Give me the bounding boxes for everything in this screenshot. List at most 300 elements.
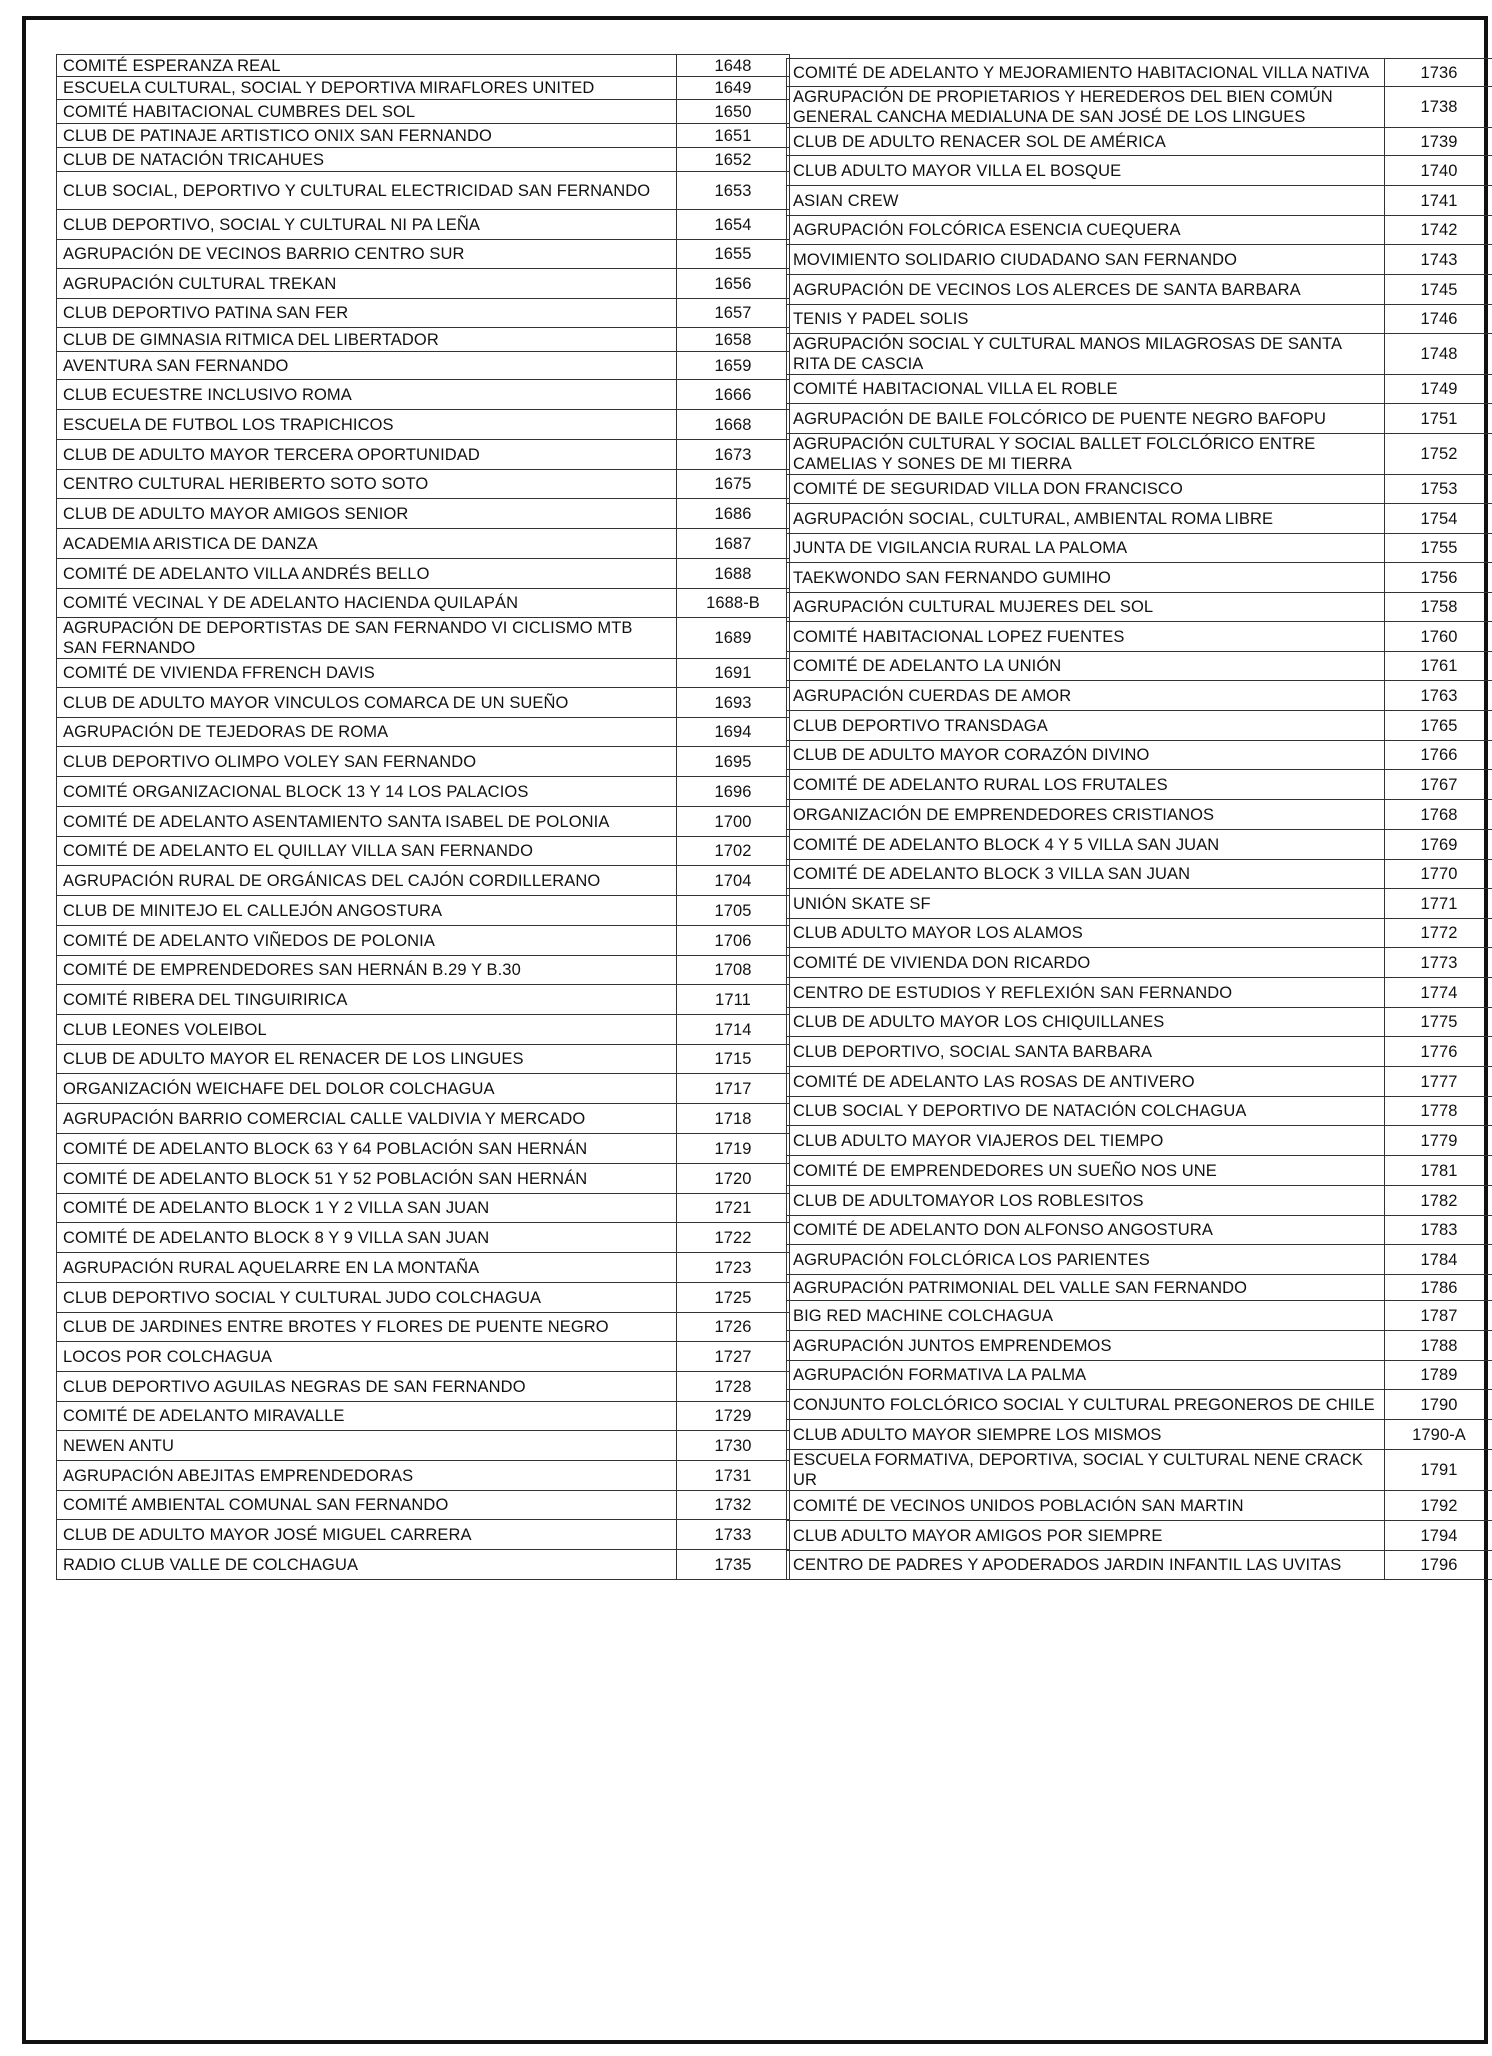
table-row: [787, 1301, 1492, 1331]
table-row: [57, 269, 790, 299]
registration-number: 1689: [677, 618, 790, 659]
table-row: [57, 529, 790, 559]
registration-number: 1765: [1385, 711, 1492, 741]
organization-name: CLUB DEPORTIVO, SOCIAL SANTA BARBARA: [787, 1037, 1385, 1067]
organization-name: AGRUPACIÓN DE VECINOS BARRIO CENTRO SUR: [57, 240, 677, 269]
table-row: [57, 499, 790, 529]
organization-name: CLUB ADULTO MAYOR AMIGOS POR SIEMPRE: [787, 1521, 1385, 1551]
table-row: [787, 978, 1492, 1008]
organization-name: ESCUELA CULTURAL, SOCIAL Y DEPORTIVA MIRAFLORES UNITED: [57, 77, 677, 100]
registration-number: 1706: [677, 926, 790, 956]
table-row: [787, 1521, 1492, 1551]
table-row: [57, 718, 790, 747]
organization-name: ORGANIZACIÓN WEICHAFE DEL DOLOR COLCHAGUA: [57, 1074, 677, 1104]
organization-name: COMITÉ DE ADELANTO DON ALFONSO ANGOSTURA: [787, 1216, 1385, 1245]
table-row: [57, 1194, 790, 1223]
organization-name: CLUB DE ADULTO RENACER SOL DE AMÉRICA: [787, 128, 1385, 156]
organization-name: COMITÉ DE VIVIENDA FFRENCH DAVIS: [57, 659, 677, 688]
organization-name: CLUB DE ADULTO MAYOR LOS CHIQUILLANES: [787, 1008, 1385, 1037]
table-row: [787, 1450, 1492, 1491]
organization-name: CLUB DEPORTIVO, SOCIAL Y CULTURAL NI PA LEÑA: [57, 210, 677, 240]
table-row: [787, 1037, 1492, 1067]
registration-number: 1763: [1385, 681, 1492, 711]
organization-name: COMITÉ DE ADELANTO RURAL LOS FRUTALES: [787, 770, 1385, 800]
table-row: [787, 1331, 1492, 1361]
organization-name: COMITÉ DE EMPRENDEDORES SAN HERNÁN B.29 Y B.30: [57, 956, 677, 985]
registration-number: 1732: [677, 1491, 790, 1520]
registration-number: 1673: [677, 440, 790, 470]
registration-number: 1688-B: [677, 589, 790, 618]
table-row: [57, 240, 790, 269]
registration-number: 1722: [677, 1223, 790, 1253]
table-row: [57, 352, 790, 380]
table-row: [57, 172, 790, 210]
table-row: [787, 652, 1492, 681]
organization-name: COMITÉ ORGANIZACIONAL BLOCK 13 Y 14 LOS PALACIOS: [57, 777, 677, 807]
registration-number: 1688: [677, 559, 790, 589]
table-row: [787, 1275, 1492, 1301]
table-row: [787, 563, 1492, 593]
organization-name: CLUB DEPORTIVO AGUILAS NEGRAS DE SAN FERNANDO: [57, 1372, 677, 1402]
organization-name: AGRUPACIÓN CULTURAL TREKAN: [57, 269, 677, 299]
registration-number: 1693: [677, 688, 790, 718]
table-row: [787, 475, 1492, 504]
organization-name: COMITÉ DE ADELANTO BLOCK 3 VILLA SAN JUAN: [787, 860, 1385, 889]
registration-number: 1711: [677, 985, 790, 1015]
table-row: [57, 100, 790, 124]
table-row: [787, 1008, 1492, 1037]
table-row: [57, 1223, 790, 1253]
registration-number: 1754: [1385, 504, 1492, 534]
registration-number: 1733: [677, 1520, 790, 1550]
table-row: [57, 688, 790, 718]
table-row: [57, 1313, 790, 1342]
registration-number: 1659: [677, 352, 790, 380]
organization-name: CLUB SOCIAL, DEPORTIVO Y CULTURAL ELECTRICIDAD SAN FERNANDO: [57, 172, 677, 210]
organization-name: CLUB DE ADULTO MAYOR TERCERA OPORTUNIDAD: [57, 440, 677, 470]
organization-name: CENTRO DE ESTUDIOS Y REFLEXIÓN SAN FERNANDO: [787, 978, 1385, 1008]
organization-name: AVENTURA SAN FERNANDO: [57, 352, 677, 380]
registration-number: 1776: [1385, 1037, 1492, 1067]
registration-number: 1727: [677, 1342, 790, 1372]
table-row: [57, 55, 790, 77]
organization-name: LOCOS POR COLCHAGUA: [57, 1342, 677, 1372]
registration-number: 1781: [1385, 1156, 1492, 1186]
table-row: [787, 1420, 1492, 1450]
organization-name: AGRUPACIÓN PATRIMONIAL DEL VALLE SAN FERNANDO: [787, 1275, 1385, 1301]
table-row: [787, 534, 1492, 563]
organization-name: COMITÉ DE ADELANTO BLOCK 51 Y 52 POBLACIÓN SAN HERNÁN: [57, 1164, 677, 1194]
table-row: [787, 434, 1492, 475]
registration-number: 1694: [677, 718, 790, 747]
organization-name: CLUB DE PATINAJE ARTISTICO ONIX SAN FERNANDO: [57, 124, 677, 148]
organization-name: ASIAN CREW: [787, 186, 1385, 216]
organization-name: COMITÉ DE SEGURIDAD VILLA DON FRANCISCO: [787, 475, 1385, 504]
table-row: [57, 440, 790, 470]
organization-name: ORGANIZACIÓN DE EMPRENDEDORES CRISTIANOS: [787, 800, 1385, 830]
registration-number: 1735: [677, 1550, 790, 1580]
organization-name: CLUB DE GIMNASIA RITMICA DEL LIBERTADOR: [57, 328, 677, 352]
organization-name: AGRUPACIÓN CULTURAL Y SOCIAL BALLET FOLCLÓRICO ENTRE CAMELIAS Y SONES DE MI TIERRA: [787, 434, 1385, 475]
registration-number: 1760: [1385, 622, 1492, 652]
registration-number: 1668: [677, 410, 790, 440]
table-row: [787, 1097, 1492, 1126]
table-row: [787, 504, 1492, 534]
table-row: [787, 860, 1492, 889]
registration-number: 1650: [677, 100, 790, 124]
registration-number: 1696: [677, 777, 790, 807]
organization-name: COMITÉ DE ADELANTO EL QUILLAY VILLA SAN FERNANDO: [57, 837, 677, 866]
registration-number: 1778: [1385, 1097, 1492, 1126]
organization-name: CLUB ADULTO MAYOR LOS ALAMOS: [787, 919, 1385, 948]
registration-number: 1777: [1385, 1067, 1492, 1097]
table-row: [57, 618, 790, 659]
registration-number: 1717: [677, 1074, 790, 1104]
registration-number: 1656: [677, 269, 790, 299]
organization-name: CONJUNTO FOLCLÓRICO SOCIAL Y CULTURAL PREGONEROS DE CHILE: [787, 1390, 1385, 1420]
registration-number: 1666: [677, 380, 790, 410]
organization-name: CLUB DE NATACIÓN TRICAHUES: [57, 148, 677, 172]
organization-name: COMITÉ DE ADELANTO MIRAVALLE: [57, 1402, 677, 1431]
organization-name: COMITÉ RIBERA DEL TINGUIRIRICA: [57, 985, 677, 1015]
organization-name: CLUB DE JARDINES ENTRE BROTES Y FLORES DE PUENTE NEGRO: [57, 1313, 677, 1342]
table-row: [57, 1342, 790, 1372]
organization-name: COMITÉ DE ADELANTO LAS ROSAS DE ANTIVERO: [787, 1067, 1385, 1097]
registration-number: 1708: [677, 956, 790, 985]
registration-number: 1752: [1385, 434, 1492, 475]
table-row: [57, 837, 790, 866]
right-column: [786, 58, 1492, 1580]
organization-name: COMITÉ HABITACIONAL CUMBRES DEL SOL: [57, 100, 677, 124]
table-row: [787, 1216, 1492, 1245]
organization-name: COMITÉ DE EMPRENDEDORES UN SUEÑO NOS UNE: [787, 1156, 1385, 1186]
table-row: [787, 375, 1492, 404]
registration-number: 1691: [677, 659, 790, 688]
table-row: [787, 275, 1492, 305]
table-row: [57, 1402, 790, 1431]
organization-name: ESCUELA FORMATIVA, DEPORTIVA, SOCIAL Y CULTURAL NENE CRACK UR: [787, 1450, 1385, 1491]
table-row: [787, 128, 1492, 156]
table-row: [787, 711, 1492, 741]
registration-number: 1748: [1385, 334, 1492, 375]
organization-name: AGRUPACIÓN SOCIAL Y CULTURAL MANOS MILAGROSAS DE SANTA RITA DE CASCIA: [787, 334, 1385, 375]
registration-number: 1654: [677, 210, 790, 240]
table-row: [787, 334, 1492, 375]
table-row: [57, 559, 790, 589]
organization-name: COMITÉ VECINAL Y DE ADELANTO HACIENDA QUILAPÁN: [57, 589, 677, 618]
organization-name: CLUB DE ADULTOMAYOR LOS ROBLESITOS: [787, 1186, 1385, 1216]
organization-name: COMITÉ DE VECINOS UNIDOS POBLACIÓN SAN MARTIN: [787, 1491, 1385, 1521]
registration-number: 1788: [1385, 1331, 1492, 1361]
right-table: [786, 58, 1492, 1580]
table-row: [57, 1164, 790, 1194]
registration-number: 1721: [677, 1194, 790, 1223]
table-row: [787, 245, 1492, 275]
table-row: [57, 589, 790, 618]
right-table-body: [787, 59, 1492, 1580]
table-row: [787, 186, 1492, 216]
table-row: [57, 1283, 790, 1313]
registration-number: 1687: [677, 529, 790, 559]
registration-number: 1700: [677, 807, 790, 837]
left-table-body: [57, 55, 790, 1580]
table-row: [57, 380, 790, 410]
table-row: [57, 1104, 790, 1134]
registration-number: 1675: [677, 470, 790, 499]
registration-number: 1784: [1385, 1245, 1492, 1275]
table-row: [787, 1361, 1492, 1390]
table-row: [787, 1156, 1492, 1186]
organization-name: AGRUPACIÓN RURAL AQUELARRE EN LA MONTAÑA: [57, 1253, 677, 1283]
registration-number: 1753: [1385, 475, 1492, 504]
registration-number: 1718: [677, 1104, 790, 1134]
registration-number: 1715: [677, 1045, 790, 1074]
organization-name: AGRUPACIÓN SOCIAL, CULTURAL, AMBIENTAL ROMA LIBRE: [787, 504, 1385, 534]
organization-name: ESCUELA DE FUTBOL LOS TRAPICHICOS: [57, 410, 677, 440]
organization-name: RADIO CLUB VALLE DE COLCHAGUA: [57, 1550, 677, 1580]
table-row: [57, 1372, 790, 1402]
table-row: [57, 148, 790, 172]
registration-number: 1742: [1385, 216, 1492, 245]
organization-name: CLUB DEPORTIVO SOCIAL Y CULTURAL JUDO COLCHAGUA: [57, 1283, 677, 1313]
table-row: [787, 830, 1492, 860]
organization-name: COMITÉ AMBIENTAL COMUNAL SAN FERNANDO: [57, 1491, 677, 1520]
table-row: [57, 926, 790, 956]
organization-name: CLUB LEONES VOLEIBOL: [57, 1015, 677, 1045]
registration-number: 1766: [1385, 741, 1492, 770]
table-row: [57, 470, 790, 499]
table-row: [787, 800, 1492, 830]
organization-name: CLUB DE MINITEJO EL CALLEJÓN ANGOSTURA: [57, 896, 677, 926]
table-row: [787, 889, 1492, 919]
registration-number: 1755: [1385, 534, 1492, 563]
organization-name: CLUB ECUESTRE INCLUSIVO ROMA: [57, 380, 677, 410]
registration-number: 1792: [1385, 1491, 1492, 1521]
table-row: [57, 299, 790, 328]
table-row: [57, 985, 790, 1015]
organization-name: COMITÉ DE ADELANTO BLOCK 1 Y 2 VILLA SAN JUAN: [57, 1194, 677, 1223]
table-row: [787, 741, 1492, 770]
registration-number: 1705: [677, 896, 790, 926]
table-row: [57, 747, 790, 777]
table-row: [57, 410, 790, 440]
organization-name: TAEKWONDO SAN FERNANDO GUMIHO: [787, 563, 1385, 593]
organization-name: AGRUPACIÓN DE DEPORTISTAS DE SAN FERNANDO VI CICLISMO MTB SAN FERNANDO: [57, 618, 677, 659]
organization-name: CENTRO CULTURAL HERIBERTO SOTO SOTO: [57, 470, 677, 499]
table-row: [787, 1491, 1492, 1521]
table-row: [787, 1551, 1492, 1580]
table-row: [787, 1245, 1492, 1275]
table-row: [787, 87, 1492, 128]
registration-number: 1796: [1385, 1551, 1492, 1580]
registration-number: 1791: [1385, 1450, 1492, 1491]
organization-name: AGRUPACIÓN FOLCÓRICA ESENCIA CUEQUERA: [787, 216, 1385, 245]
registration-number: 1738: [1385, 87, 1492, 128]
organization-name: COMITÉ DE VIVIENDA DON RICARDO: [787, 948, 1385, 978]
registration-number: 1736: [1385, 59, 1492, 87]
table-row: [57, 210, 790, 240]
table-row: [787, 305, 1492, 334]
organization-name: AGRUPACIÓN DE TEJEDORAS DE ROMA: [57, 718, 677, 747]
registration-number: 1649: [677, 77, 790, 100]
organization-name: CLUB DE ADULTO MAYOR JOSÉ MIGUEL CARRERA: [57, 1520, 677, 1550]
table-row: [787, 216, 1492, 245]
organization-name: AGRUPACIÓN ABEJITAS EMPRENDEDORAS: [57, 1461, 677, 1491]
organization-name: AGRUPACIÓN BARRIO COMERCIAL CALLE VALDIVIA Y MERCADO: [57, 1104, 677, 1134]
table-row: [787, 1067, 1492, 1097]
registration-number: 1775: [1385, 1008, 1492, 1037]
registration-number: 1725: [677, 1283, 790, 1313]
organization-name: CLUB SOCIAL Y DEPORTIVO DE NATACIÓN COLCHAGUA: [787, 1097, 1385, 1126]
table-row: [787, 770, 1492, 800]
registration-number: 1658: [677, 328, 790, 352]
organization-name: CLUB DE ADULTO MAYOR CORAZÓN DIVINO: [787, 741, 1385, 770]
registration-number: 1782: [1385, 1186, 1492, 1216]
table-row: [787, 948, 1492, 978]
organization-name: AGRUPACIÓN CULTURAL MUJERES DEL SOL: [787, 593, 1385, 622]
registration-number: 1751: [1385, 404, 1492, 434]
organization-name: AGRUPACIÓN DE BAILE FOLCÓRICO DE PUENTE NEGRO BAFOPU: [787, 404, 1385, 434]
registration-number: 1723: [677, 1253, 790, 1283]
table-row: [57, 1134, 790, 1164]
organization-name: CLUB ADULTO MAYOR SIEMPRE LOS MISMOS: [787, 1420, 1385, 1450]
registration-number: 1789: [1385, 1361, 1492, 1390]
registration-number: 1786: [1385, 1275, 1492, 1301]
organization-name: NEWEN ANTU: [57, 1431, 677, 1461]
organization-name: CLUB DE ADULTO MAYOR EL RENACER DE LOS LINGUES: [57, 1045, 677, 1074]
table-row: [787, 1186, 1492, 1216]
organization-name: CENTRO DE PADRES Y APODERADOS JARDIN INFANTIL LAS UVITAS: [787, 1551, 1385, 1580]
organization-name: COMITÉ DE ADELANTO BLOCK 8 Y 9 VILLA SAN JUAN: [57, 1223, 677, 1253]
registration-number: 1783: [1385, 1216, 1492, 1245]
registration-number: 1743: [1385, 245, 1492, 275]
organization-name: JUNTA DE VIGILANCIA RURAL LA PALOMA: [787, 534, 1385, 563]
table-row: [57, 1520, 790, 1550]
table-row: [57, 1550, 790, 1580]
registration-number: 1790-A: [1385, 1420, 1492, 1450]
table-row: [57, 866, 790, 896]
organization-name: ACADEMIA ARISTICA DE DANZA: [57, 529, 677, 559]
registration-number: 1758: [1385, 593, 1492, 622]
table-row: [57, 659, 790, 688]
organization-name: COMITÉ DE ADELANTO BLOCK 63 Y 64 POBLACIÓN SAN HERNÁN: [57, 1134, 677, 1164]
table-row: [787, 681, 1492, 711]
table-row: [787, 59, 1492, 87]
table-row: [57, 956, 790, 985]
organization-name: AGRUPACIÓN FORMATIVA LA PALMA: [787, 1361, 1385, 1390]
registration-number: 1756: [1385, 563, 1492, 593]
registration-number: 1657: [677, 299, 790, 328]
organization-name: COMITÉ HABITACIONAL VILLA EL ROBLE: [787, 375, 1385, 404]
organization-name: MOVIMIENTO SOLIDARIO CIUDADANO SAN FERNANDO: [787, 245, 1385, 275]
left-table: [56, 54, 790, 1580]
table-row: [57, 1015, 790, 1045]
registration-number: 1729: [677, 1402, 790, 1431]
organization-name: AGRUPACIÓN RURAL DE ORGÁNICAS DEL CAJÓN CORDILLERANO: [57, 866, 677, 896]
registration-number: 1695: [677, 747, 790, 777]
table-row: [57, 1253, 790, 1283]
organization-name: CLUB ADULTO MAYOR VILLA EL BOSQUE: [787, 156, 1385, 186]
table-row: [787, 1390, 1492, 1420]
organization-name: AGRUPACIÓN DE PROPIETARIOS Y HEREDEROS DEL BIEN COMÚN GENERAL CANCHA MEDIALUNA DE SAN JOSÉ DE LOS LINGUES: [787, 87, 1385, 128]
registration-number: 1726: [677, 1313, 790, 1342]
organization-name: AGRUPACIÓN FOLCLÓRICA LOS PARIENTES: [787, 1245, 1385, 1275]
registration-number: 1771: [1385, 889, 1492, 919]
organization-name: CLUB ADULTO MAYOR VIAJEROS DEL TIEMPO: [787, 1126, 1385, 1156]
registration-number: 1770: [1385, 860, 1492, 889]
table-row: [57, 896, 790, 926]
registration-number: 1653: [677, 172, 790, 210]
table-row: [57, 777, 790, 807]
registration-number: 1774: [1385, 978, 1492, 1008]
organization-name: COMITÉ HABITACIONAL LOPEZ FUENTES: [787, 622, 1385, 652]
registration-number: 1731: [677, 1461, 790, 1491]
organization-name: COMITÉ DE ADELANTO BLOCK 4 Y 5 VILLA SAN JUAN: [787, 830, 1385, 860]
registration-number: 1779: [1385, 1126, 1492, 1156]
registration-number: 1746: [1385, 305, 1492, 334]
registration-number: 1652: [677, 148, 790, 172]
organization-name: TENIS Y PADEL SOLIS: [787, 305, 1385, 334]
organization-name: COMITÉ DE ADELANTO ASENTAMIENTO SANTA ISABEL DE POLONIA: [57, 807, 677, 837]
organization-name: CLUB DEPORTIVO OLIMPO VOLEY SAN FERNANDO: [57, 747, 677, 777]
table-row: [787, 919, 1492, 948]
organization-name: COMITÉ DE ADELANTO Y MEJORAMIENTO HABITACIONAL VILLA NATIVA: [787, 59, 1385, 87]
registration-number: 1740: [1385, 156, 1492, 186]
registration-number: 1702: [677, 837, 790, 866]
table-row: [57, 77, 790, 100]
left-column: [56, 54, 790, 1580]
table-row: [787, 404, 1492, 434]
registration-number: 1761: [1385, 652, 1492, 681]
organization-name: BIG RED MACHINE COLCHAGUA: [787, 1301, 1385, 1331]
table-row: [57, 1461, 790, 1491]
registration-number: 1745: [1385, 275, 1492, 305]
registration-number: 1741: [1385, 186, 1492, 216]
organization-name: COMITÉ DE ADELANTO VILLA ANDRÉS BELLO: [57, 559, 677, 589]
table-row: [787, 156, 1492, 186]
registration-number: 1648: [677, 55, 790, 77]
registration-number: 1651: [677, 124, 790, 148]
registration-number: 1728: [677, 1372, 790, 1402]
registration-number: 1772: [1385, 919, 1492, 948]
registration-number: 1773: [1385, 948, 1492, 978]
table-row: [57, 328, 790, 352]
organization-name: CLUB DE ADULTO MAYOR VINCULOS COMARCA DE UN SUEÑO: [57, 688, 677, 718]
registration-number: 1655: [677, 240, 790, 269]
registration-number: 1720: [677, 1164, 790, 1194]
table-row: [57, 1074, 790, 1104]
registration-number: 1767: [1385, 770, 1492, 800]
table-row: [57, 807, 790, 837]
table-row: [787, 1126, 1492, 1156]
organization-name: AGRUPACIÓN JUNTOS EMPRENDEMOS: [787, 1331, 1385, 1361]
registration-number: 1794: [1385, 1521, 1492, 1551]
organization-name: COMITÉ DE ADELANTO LA UNIÓN: [787, 652, 1385, 681]
organization-name: CLUB DE ADULTO MAYOR AMIGOS SENIOR: [57, 499, 677, 529]
table-row: [57, 1045, 790, 1074]
organization-name: AGRUPACIÓN DE VECINOS LOS ALERCES DE SANTA BARBARA: [787, 275, 1385, 305]
registration-number: 1790: [1385, 1390, 1492, 1420]
registration-number: 1714: [677, 1015, 790, 1045]
registration-number: 1739: [1385, 128, 1492, 156]
registration-number: 1704: [677, 866, 790, 896]
table-row: [787, 593, 1492, 622]
organization-name: COMITÉ DE ADELANTO VIÑEDOS DE POLONIA: [57, 926, 677, 956]
organization-name: CLUB DEPORTIVO PATINA SAN FER: [57, 299, 677, 328]
registration-number: 1768: [1385, 800, 1492, 830]
table-row: [57, 1491, 790, 1520]
page-frame: [22, 16, 1488, 2044]
